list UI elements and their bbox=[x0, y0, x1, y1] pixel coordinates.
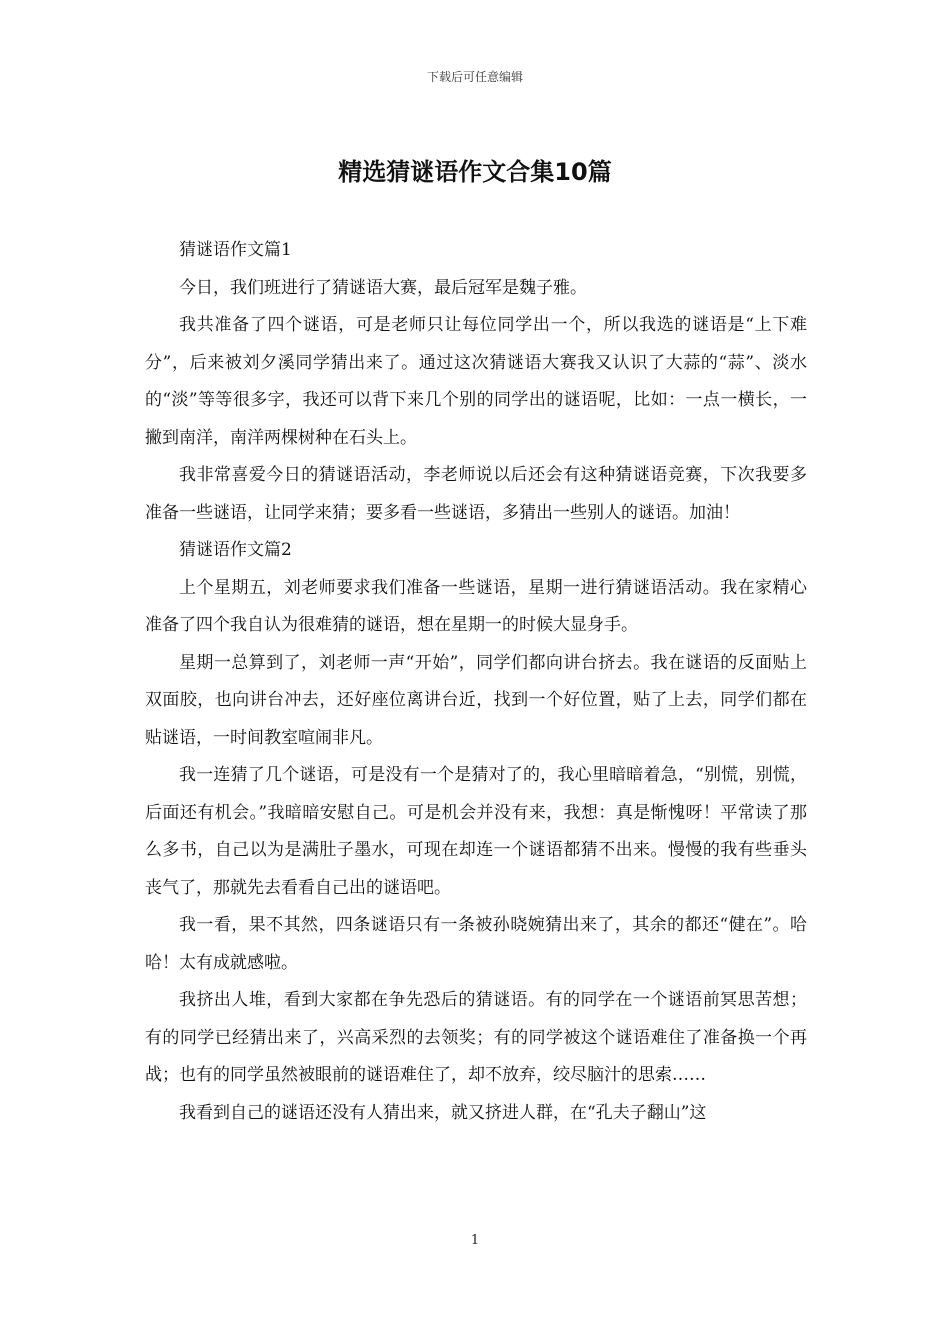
paragraph: 我挤出人堆，看到大家都在争先恐后的猜谜语。有的同学在一个谜语前冥思苦想；有的同学已经猜出来了，兴高采烈的去领奖；有的同学被这个谜语难住了准备换一个再战；也有的同学虽然被眼前的谜语难住了，却不放弃，绞尽脑汁的思索…… bbox=[145, 990, 807, 1085]
paragraph: 星期一总算到了，刘老师一声“开始”，同学们都向讲台挤去。我在谜语的反面贴上双面胶，也向讲台冲去，还好座位离讲台近，找到一个好位置，贴了上去，同学们都在贴谜语，一时间教室喧闹非凡。 bbox=[145, 652, 807, 748]
paragraph: 我非常喜爱今日的猜谜语活动，李老师说以后还会有这种猜谜语竞赛，下次我要多准备一些谜语，让同学来猜；要多看一些谜语，多猜出一些别人的谜语。加油！ bbox=[145, 465, 807, 523]
page-number: 1 bbox=[470, 1233, 480, 1248]
page-header: 下载后可任意编辑 bbox=[426, 70, 523, 84]
document-body bbox=[145, 232, 807, 1132]
paragraph: 我一连猜了几个谜语，可是没有一个是猜对了的，我心里暗暗着急，“别慌，别慌，后面还有机会。”我暗暗安慰自己。可是机会并没有来，我想：真是惭愧呀！平常读了那么多书，自己以为是满肚子墨水，可现在却连一个谜语都猜不出来。慢慢的我有些垂头丧气了，那就先去看看自己出的谜语吧。 bbox=[145, 765, 807, 898]
paragraph: 我共准备了四个谜语，可是老师只让每位同学出一个，所以我选的谜语是“上下难分”，后来被刘夕溪同学猜出来了。通过这次猜谜语大赛我又认识了大蒜的“蒜”、淡水的“淡”等等很多字，我还可以背下来几个别的同学出的谜语呢，比如：一点一横长，一撇到南洋，南洋两棵树种在石头上。 bbox=[145, 315, 807, 448]
section-heading: 猜谜语作文篇1 bbox=[179, 240, 292, 260]
paragraph: 我一看，果不其然，四条谜语只有一条被孙晓婉猜出来了，其余的都还“健在”。哈哈！太有成就感啦。 bbox=[145, 915, 807, 973]
document-title: 精选猜谜语作文合集10篇 bbox=[338, 158, 612, 186]
paragraph: 上个星期五，刘老师要求我们准备一些谜语，星期一进行猜谜语活动。我在家精心准备了四个我自认为很难猜的谜语，想在星期一的时候大显身手。 bbox=[145, 577, 807, 635]
section-heading: 猜谜语作文篇2 bbox=[179, 540, 292, 560]
paragraph: 今日，我们班进行了猜谜语大赛，最后冠军是魏子雅。 bbox=[179, 277, 587, 298]
paragraph: 我看到自己的谜语还没有人猜出来，就又挤进人群，在“孔夫子翻山”这 bbox=[179, 1102, 707, 1123]
